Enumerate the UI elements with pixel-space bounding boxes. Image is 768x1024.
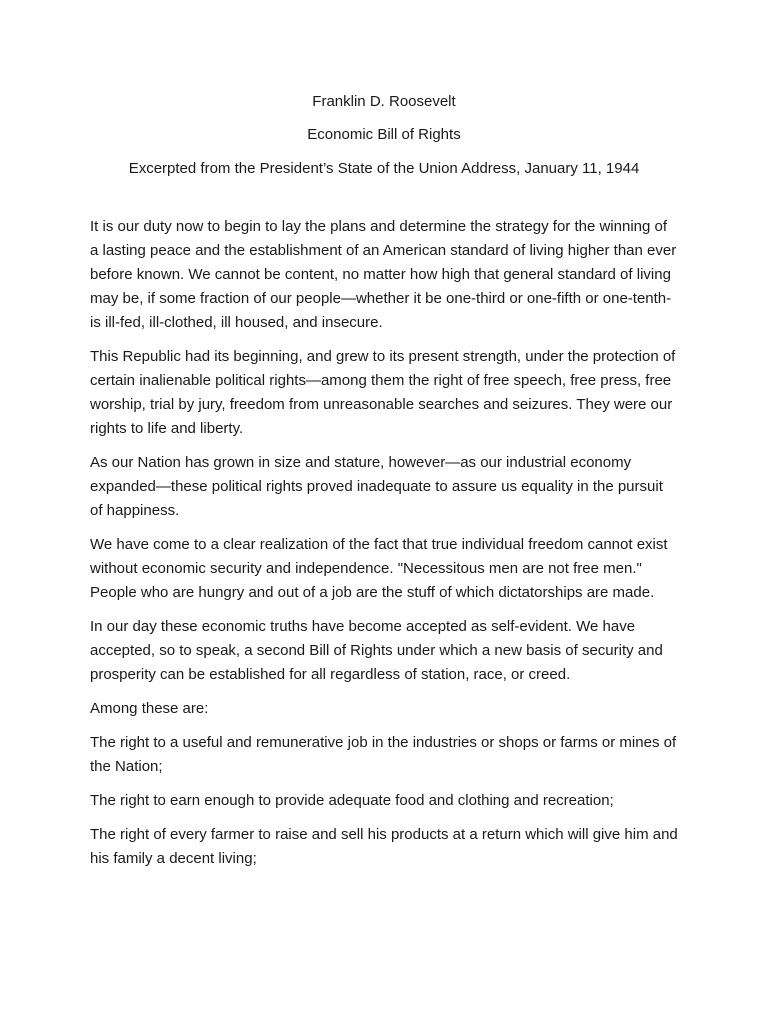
paragraph-3: As our Nation has grown in size and stature, however—as our industrial economy expanded—these political rights proved inadequate to assure us equality in the pursuit of happiness. bbox=[90, 454, 663, 519]
paragraph-5: In our day these economic truths have become accepted as self-evident. We have accepted, so to speak, a second Bill of Rights under which a new basis of security and prosperity can be established for all regardless of station, race, or creed. bbox=[90, 618, 663, 683]
document-subtitle: Excerpted from the President’s State of the Union Address, January 11, 1944 bbox=[128, 160, 640, 177]
paragraph-4: We have come to a clear realization of the fact that true individual freedom cannot exist without economic security and independence. "Necessitous men are not free men." People who are hungry and out of a job are the stuff of which dictatorships are made. bbox=[90, 536, 668, 601]
author-name: Franklin D. Roosevelt bbox=[312, 93, 456, 110]
paragraph-6: Among these are: bbox=[90, 700, 209, 717]
paragraph-8: The right to earn enough to provide adequate food and clothing and recreation; bbox=[90, 792, 614, 809]
document-title: Economic Bill of Rights bbox=[307, 126, 461, 143]
paragraph-1: It is our duty now to begin to lay the plans and determine the strategy for the winning of a lasting peace and the establishment of an American standard of living higher than ever before known. We cannot be content, no matter how high that general standard of living may be, if some fraction of our people—whether it be one-third or one-fifth or one-tenth- is ill-fed, ill-clothed, ill housed, and insecure. bbox=[90, 218, 677, 331]
paragraph-9: The right of every farmer to raise and sell his products at a return which will give him and his family a decent living; bbox=[90, 826, 678, 867]
paragraph-2: This Republic had its beginning, and grew to its present strength, under the protection of certain inalienable political rights—among them the right of free speech, free press, free worship, trial by jury, freedom from unreasonable searches and seizures. They were our rights to life and liberty. bbox=[90, 348, 676, 437]
paragraph-7: The right to a useful and remunerative job in the industries or shops or farms or mines of the Nation; bbox=[90, 734, 677, 775]
